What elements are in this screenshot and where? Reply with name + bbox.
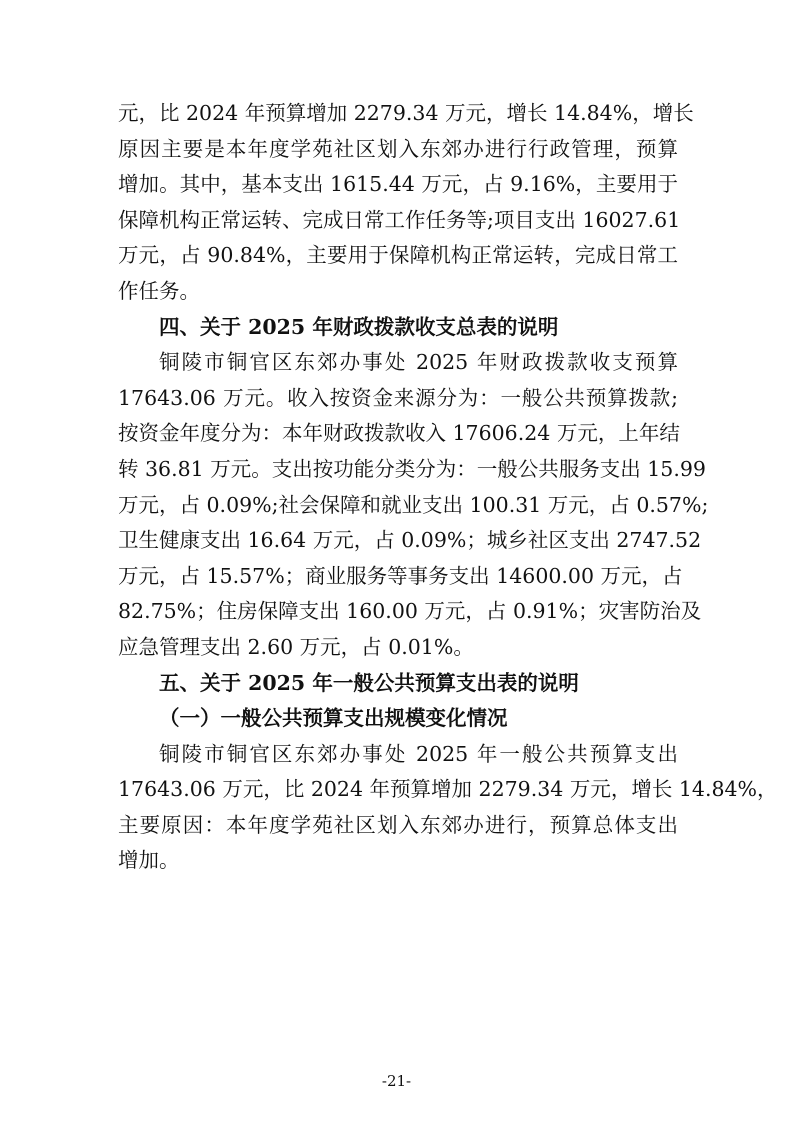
- paragraph-line: 按资金年度分为：本年财政拨款收入 17606.24 万元，上年结: [118, 421, 680, 446]
- paragraph-line: 增加。其中，基本支出 1615.44 万元，占 9.16%，主要用于: [118, 172, 678, 197]
- paragraph-line: 17643.06 万元，比 2024 年预算增加 2279.34 万元，增长 14.84%，: [118, 777, 778, 802]
- paragraph-line: 万元，占 90.84%，主要用于保障机构正常运转，完成日常工: [118, 243, 678, 268]
- section-heading-5: 五、关于 2025 年一般公共预算支出表的说明: [159, 670, 579, 695]
- paragraph-line: 铜陵市铜官区东郊办事处 2025 年一般公共预算支出: [159, 741, 678, 766]
- paragraph-line: 保障机构正常运转、完成日常工作任务等;项目支出 16027.61: [118, 207, 681, 232]
- section-heading-4: 四、关于 2025 年财政拨款收支总表的说明: [159, 314, 559, 339]
- paragraph-line: 转 36.81 万元。支出按功能分类分为：一般公共服务支出 15.99: [118, 456, 706, 481]
- page-number: -21-: [381, 1072, 412, 1090]
- paragraph-line: 应急管理支出 2.60 万元，占 0.01%。: [118, 634, 474, 659]
- paragraph-line: 万元，占 0.09%;社会保障和就业支出 100.31 万元，占 0.57%;: [118, 492, 709, 517]
- paragraph-line: 82.75%；住房保障支出 160.00 万元，占 0.91%；灾害防治及: [118, 599, 702, 624]
- paragraph-line: 元，比 2024 年预算增加 2279.34 万元，增长 14.84%，增长: [118, 101, 694, 125]
- paragraph-line: 作任务。: [118, 278, 200, 303]
- paragraph-line: 卫生健康支出 16.64 万元，占 0.09%；城乡社区支出 2747.52: [118, 528, 702, 553]
- paragraph-line: 17643.06 万元。收入按资金来源分为：一般公共预算拨款;: [118, 385, 678, 410]
- paragraph-line: 原因主要是本年度学苑社区划入东郊办进行行政管理，预算: [118, 136, 678, 161]
- document-body: [118, 96, 778, 879]
- subsection-heading-1: （一）一般公共预算支出规模变化情况: [159, 706, 508, 731]
- paragraph-line: 铜陵市铜官区东郊办事处 2025 年财政拨款收支预算: [159, 350, 678, 375]
- paragraph-line: 万元，占 15.57%；商业服务等事务支出 14600.00 万元，占: [118, 563, 683, 588]
- paragraph-line: 增加。: [118, 848, 180, 873]
- paragraph-line: 主要原因：本年度学苑社区划入东郊办进行，预算总体支出: [118, 812, 678, 837]
